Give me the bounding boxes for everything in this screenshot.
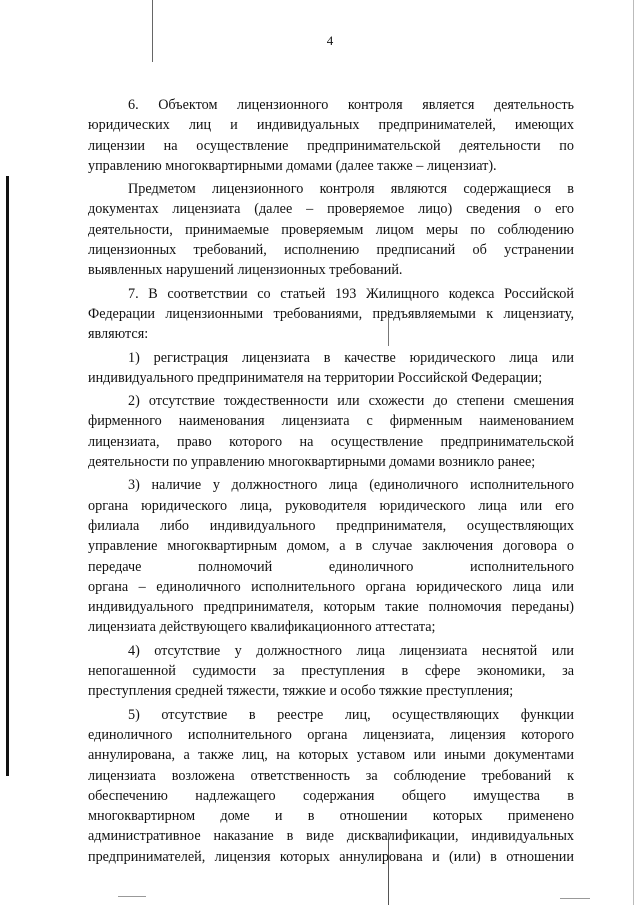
text-line: органа юридического лица, руководителя юридического лица или его — [88, 497, 574, 514]
text-line: выявленных нарушений лицензионных требований. — [88, 262, 403, 279]
text-line: фирменного наименования лицензиата с фирменным наименованием — [88, 413, 574, 430]
text-line: 5) отсутствие в реестре лиц, осуществляющих функции — [128, 706, 574, 723]
list-item-requirement-2 — [88, 391, 574, 472]
scan-right-edge — [633, 0, 634, 905]
text-line: лицензиата возложена ответственность за соблюдение требований к — [88, 767, 574, 784]
text-line: единоличного исполнительного органа лицензиата, лицензия которого — [88, 726, 574, 743]
text-line: деятельности по управлению многоквартирными домами возникло ранее; — [88, 454, 536, 471]
text-line: 6. Объектом лицензионного контроля является деятельность — [128, 97, 574, 113]
text-line: 4) отсутствие у должностного лица лицензиата неснятой или — [128, 642, 574, 659]
text-line: 1) регистрация лицензиата в качестве юридического лица или — [128, 349, 574, 366]
scan-speck — [560, 898, 590, 899]
paragraph-license-control-object — [88, 95, 574, 176]
text-line: непогашенной судимости за преступления в сфере экономики, за — [88, 663, 574, 680]
page-number: 4 — [326, 33, 334, 48]
text-line: преступления средней тяжести, тяжкие и особо тяжкие преступления; — [88, 683, 514, 700]
text-line: лицензионных требований, исполнению предписаний об устранении — [88, 242, 574, 259]
text-line: 3) наличие у должностного лица (единоличного исполнительного — [128, 477, 574, 494]
text-line: административное наказание в виде дисквалификации, индивидуальных — [88, 828, 574, 845]
list-item-requirement-4 — [88, 641, 574, 702]
document-body — [88, 95, 574, 870]
text-line: лицензиата действующего квалификационного аттестата; — [88, 619, 436, 636]
text-line: 7. В соответствии со статьей 193 Жилищного кодекса Российской — [128, 285, 574, 302]
text-line: управлению многоквартирными домами (далее также – лицензиат). — [88, 157, 497, 174]
scan-fold-line-top — [152, 0, 153, 62]
text-line: управление многоквартирным домом, а в случае заключения договора о — [88, 538, 574, 555]
scan-margin-bar — [6, 176, 9, 776]
text-line: лицензии на осуществление предпринимательской деятельности по — [88, 137, 574, 154]
list-item-requirement-5 — [88, 705, 574, 867]
scan-speck — [118, 896, 146, 897]
text-line: филиала либо индивидуального предпринимателя, осуществляющих — [88, 517, 574, 534]
list-item-requirement-1 — [88, 348, 574, 389]
text-line: Федерации лицензионными требованиями, предъявляемыми к лицензиату, — [88, 305, 574, 322]
text-line: многоквартирном доме и в отношении которых применено — [88, 808, 574, 825]
text-line: документах лицензиата (далее – проверяемое лицо) сведения о его — [88, 201, 574, 218]
text-line: Предметом лицензионного контроля являются содержащиеся в — [128, 181, 574, 198]
text-line: индивидуального предпринимателя на территории Российской Федерации; — [88, 369, 543, 386]
list-item-requirement-3 — [88, 475, 574, 637]
text-line: органа – единоличного исполнительного органа юридического лица или — [88, 578, 574, 595]
text-line: 2) отсутствие тождественности или схожести до степени смешения — [128, 393, 574, 410]
text-line: лицензиата, право которого на осуществление предпринимательской — [88, 433, 574, 450]
text-line: аннулирована, а также лиц, на которых уставом или иными документами — [88, 747, 574, 764]
paragraph-license-control-subject — [88, 179, 574, 280]
paragraph-license-requirements-intro — [88, 284, 574, 345]
text-line: обеспечению надлежащего содержания общего имущества в — [88, 787, 574, 804]
text-line: юридических лиц и индивидуальных предпринимателей, имеющих — [88, 117, 574, 134]
text-line: индивидуального предпринимателя, которым такие полномочия переданы) — [88, 599, 574, 616]
text-line: передаче полномочий единоличного исполнительного — [88, 558, 574, 575]
text-line: деятельности, принимаемые проверяемым лицом меры по соблюдению — [88, 221, 574, 238]
text-line: являются: — [88, 326, 149, 343]
text-line: предпринимателей, лицензия которых аннулирована и (или) в отношении — [88, 848, 574, 865]
